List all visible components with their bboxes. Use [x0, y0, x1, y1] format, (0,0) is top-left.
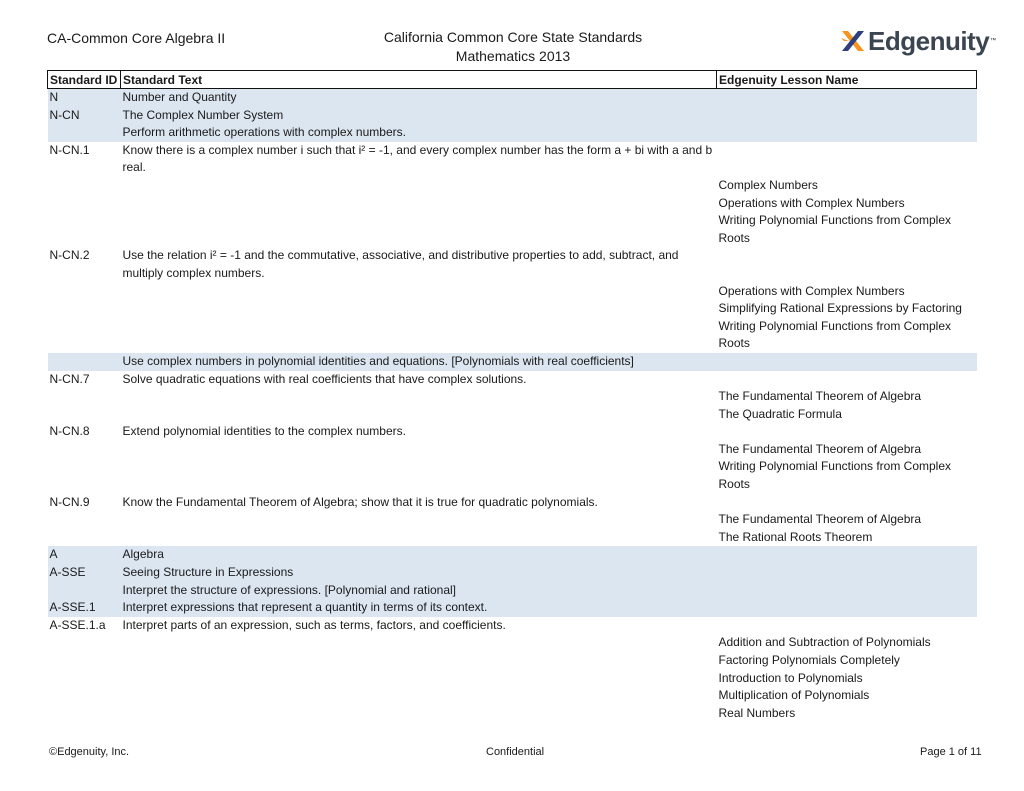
table-row	[48, 687, 977, 705]
column-header-standard-text: Standard Text	[121, 71, 717, 89]
cell-lesson-name	[717, 247, 977, 282]
cell-lesson-name: Factoring Polynomials Completely	[718, 653, 900, 667]
cell-standard-text	[121, 388, 717, 406]
cell-lesson-name: Complex Numbers	[718, 177, 818, 192]
table-row	[48, 705, 977, 723]
table-row	[48, 670, 977, 688]
cell-lesson-name	[717, 494, 977, 512]
table-row	[48, 353, 977, 371]
cell-standard-text	[121, 670, 717, 688]
cell-standard-text: Seeing Structure in Expressions	[121, 564, 717, 582]
cell-standard-id	[48, 318, 121, 353]
cell-standard-text	[121, 652, 717, 670]
cell-standard-text	[121, 300, 717, 318]
table-row	[48, 617, 977, 635]
footer-copyright: ©Edgenuity, Inc.	[49, 746, 130, 758]
cell-lesson-name: Writing Polynomial Functions from Complex Roots	[718, 213, 952, 245]
cell-lesson-name: The Quadratic Formula	[718, 406, 842, 421]
cell-standard-id	[48, 195, 121, 213]
cell-lesson-name	[717, 617, 977, 635]
cell-lesson-name: Operations with Complex Numbers	[718, 283, 905, 298]
cell-standard-text: Solve quadratic equations with real coefficients that have complex solutions.	[122, 371, 527, 386]
table-row	[48, 529, 977, 547]
cell-standard-id	[48, 670, 121, 688]
cell-standard-id	[48, 634, 121, 652]
cell-standard-text	[121, 687, 717, 705]
cell-standard-id	[48, 283, 121, 301]
cell-standard-text: Interpret the structure of expressions. [Polynomial and rational]	[121, 582, 717, 600]
cell-standard-id	[48, 441, 121, 459]
footer-page-number: Page 1 of 11	[920, 746, 982, 758]
cell-standard-id: N-CN.2	[49, 248, 90, 263]
cell-standard-id: N	[48, 89, 121, 107]
cell-standard-text: Interpret parts of an expression, such as terms, factors, and coefficients.	[122, 617, 506, 632]
cell-lesson-name	[717, 89, 977, 107]
cell-standard-text	[121, 529, 717, 547]
cell-standard-text	[121, 177, 717, 195]
cell-standard-text	[121, 212, 717, 247]
table-row	[48, 634, 977, 652]
cell-standard-id	[48, 582, 121, 600]
cell-standard-text	[121, 318, 717, 353]
logo-wordmark: Edgenuity	[868, 25, 990, 56]
cell-lesson-name	[717, 564, 977, 582]
cell-standard-id: N-CN	[48, 107, 121, 125]
cell-lesson-name: The Fundamental Theorem of Algebra	[718, 512, 922, 527]
cell-lesson-name: Writing Polynomial Functions from Complex Roots	[718, 318, 952, 351]
table-row	[48, 406, 977, 424]
table-row	[48, 89, 977, 107]
table-row	[48, 458, 977, 493]
course-title: CA-Common Core Algebra II	[47, 30, 226, 46]
cell-standard-id	[48, 388, 121, 406]
standards-title-line1: California Common Core State Standards	[383, 29, 643, 45]
table-row	[48, 599, 977, 617]
standards-table	[47, 70, 977, 722]
cell-lesson-name: The Rational Roots Theorem	[718, 529, 873, 544]
table-row	[48, 283, 977, 301]
cell-standard-id	[48, 124, 121, 142]
table-row	[48, 494, 977, 512]
cell-standard-text: Algebra	[121, 546, 717, 564]
cell-lesson-name	[717, 582, 977, 600]
cell-standard-text: Number and Quantity	[121, 89, 717, 107]
table-row	[48, 652, 977, 670]
cell-standard-text: Perform arithmetic operations with complex numbers.	[121, 124, 717, 142]
column-header-standard-id: Standard ID	[48, 71, 121, 89]
cell-standard-text	[121, 406, 717, 424]
cell-standard-text	[121, 705, 717, 723]
cell-standard-text	[121, 283, 717, 301]
standards-title	[313, 28, 713, 66]
cell-lesson-name	[717, 546, 977, 564]
footer-confidential: Confidential	[486, 746, 545, 758]
table-row	[48, 124, 977, 142]
cell-standard-id	[48, 212, 121, 247]
cell-lesson-name	[717, 353, 977, 371]
cell-standard-id	[48, 687, 121, 705]
cell-standard-text	[121, 634, 717, 652]
cell-lesson-name	[717, 371, 977, 389]
table-row	[48, 564, 977, 582]
table-row	[48, 195, 977, 213]
cell-standard-id: N-CN.7	[49, 371, 90, 386]
table-header-row	[48, 71, 977, 89]
cell-standard-text: The Complex Number System	[121, 107, 717, 125]
cell-standard-text	[121, 511, 717, 529]
cell-standard-text: Know the Fundamental Theorem of Algebra; show that it is true for quadratic polynomials.	[122, 494, 598, 509]
cell-standard-id	[48, 353, 121, 371]
cell-standard-text: Know there is a complex number i such that i² = -1, and every complex number has the form a + bi with a and b real.	[122, 142, 713, 175]
cell-standard-id	[48, 300, 121, 318]
cell-standard-id	[48, 177, 121, 195]
table-row	[48, 388, 977, 406]
table-row	[48, 247, 977, 282]
cell-standard-id	[48, 511, 121, 529]
cell-lesson-name	[717, 142, 977, 177]
table-row	[48, 212, 977, 247]
cell-standard-id: A-SSE.1	[48, 599, 121, 617]
table-row	[48, 177, 977, 195]
cell-lesson-name: The Fundamental Theorem of Algebra	[718, 441, 922, 456]
table-row	[48, 582, 977, 600]
cell-lesson-name	[717, 423, 977, 441]
cell-standard-id	[48, 652, 121, 670]
cell-standard-text: Use the relation i² = -1 and the commutative, associative, and distributive properties to add, subtract, and multiply complex numbers.	[122, 248, 679, 280]
cell-lesson-name: Writing Polynomial Functions from Complex Roots	[718, 459, 952, 492]
table-row	[48, 318, 977, 353]
cell-standard-text	[121, 458, 717, 493]
table-row	[48, 511, 977, 529]
cell-lesson-name: Multiplication of Polynomials	[718, 688, 870, 703]
edgenuity-logo	[840, 24, 996, 58]
table-row	[48, 300, 977, 318]
cell-standard-id: N-CN.1	[49, 142, 90, 157]
table-row	[48, 441, 977, 459]
cell-standard-id: A-SSE.1.a	[49, 617, 106, 632]
table-row	[48, 423, 977, 441]
table-row	[48, 546, 977, 564]
cell-standard-text: Interpret expressions that represent a quantity in terms of its context.	[121, 599, 717, 617]
cell-standard-id	[48, 529, 121, 547]
cell-lesson-name: The Fundamental Theorem of Algebra	[718, 389, 922, 404]
cell-lesson-name: Real Numbers	[718, 705, 796, 720]
cell-standard-id: N-CN.9	[49, 494, 90, 509]
table-row	[48, 142, 977, 177]
cell-lesson-name: Operations with Complex Numbers	[718, 195, 905, 210]
cell-lesson-name	[717, 599, 977, 617]
trademark-mark: ™	[990, 38, 997, 44]
cell-lesson-name	[717, 124, 977, 142]
cell-standard-id: N-CN.8	[49, 424, 90, 439]
cell-standard-id: A	[48, 546, 121, 564]
standards-title-line2: Mathematics 2013	[455, 48, 571, 64]
cell-lesson-name	[717, 107, 977, 125]
cell-standard-text: Extend polynomial identities to the complex numbers.	[122, 424, 406, 439]
cell-lesson-name: Addition and Subtraction of Polynomials	[718, 635, 931, 650]
cell-standard-text	[121, 441, 717, 459]
cell-lesson-name: Introduction to Polynomials	[718, 670, 863, 685]
edgenuity-x-mark-icon	[840, 28, 866, 54]
column-header-lesson-name: Edgenuity Lesson Name	[717, 71, 977, 89]
cell-standard-id	[48, 705, 121, 723]
cell-standard-id: A-SSE	[48, 564, 121, 582]
cell-standard-text: Use complex numbers in polynomial identities and equations. [Polynomials with real coefficients]	[121, 353, 717, 371]
table-row	[48, 371, 977, 389]
cell-lesson-name: Simplifying Rational Expressions by Factoring	[718, 301, 962, 316]
table-body	[48, 89, 977, 723]
cell-standard-id	[48, 458, 121, 493]
table-row	[48, 107, 977, 125]
cell-standard-text	[121, 195, 717, 213]
cell-standard-id	[48, 406, 121, 424]
